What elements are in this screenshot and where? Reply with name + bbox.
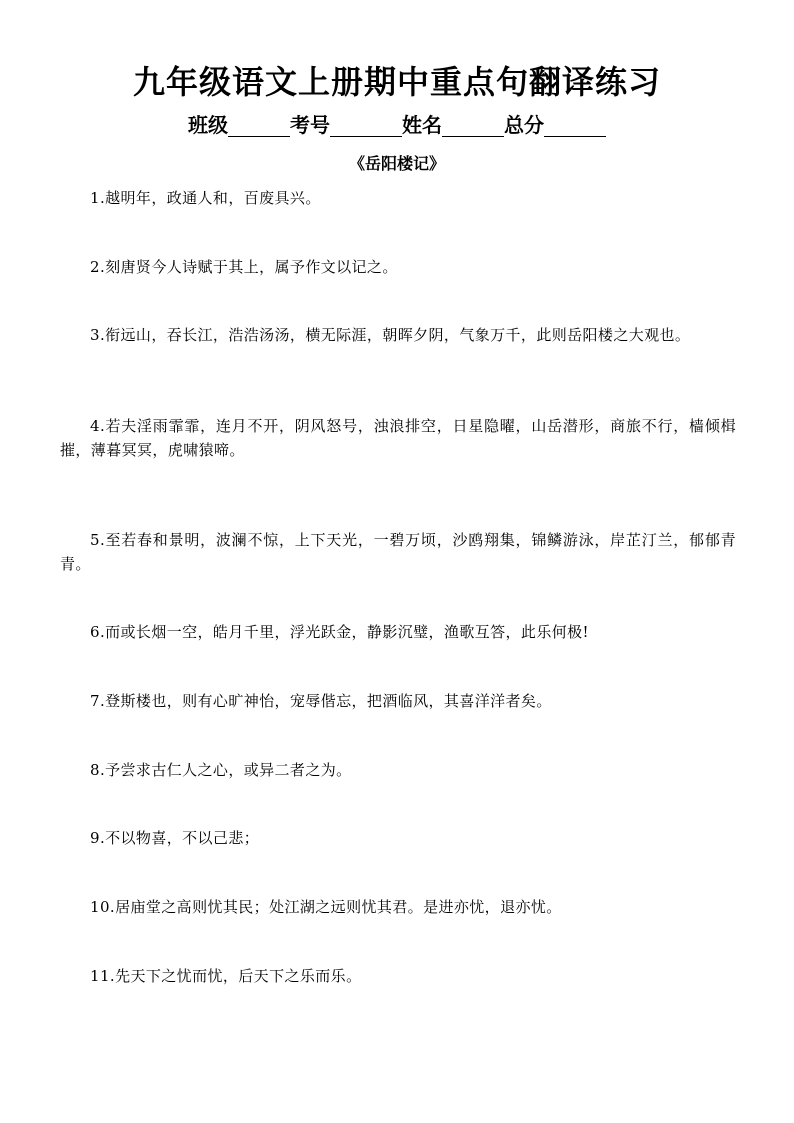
- question-item: [60, 528, 736, 576]
- question-item: [60, 758, 736, 782]
- score-blank[interactable]: [544, 114, 606, 137]
- question-item: [60, 826, 736, 850]
- class-label: 班级: [188, 113, 228, 137]
- question-number: 7.: [90, 692, 106, 710]
- question-number: 2.: [90, 258, 106, 276]
- score-label: 总分: [504, 113, 544, 137]
- question-item: [60, 186, 736, 210]
- name-label: 姓名: [402, 113, 442, 137]
- question-item: [60, 964, 736, 988]
- question-number: 9.: [90, 829, 106, 847]
- question-item: [60, 620, 736, 644]
- question-text: 予尝求古仁人之心，或异二者之为。: [105, 761, 352, 779]
- score-field: [504, 110, 606, 140]
- question-text: 刻唐贤今人诗赋于其上，属予作文以记之。: [105, 258, 398, 276]
- page-title: 九年级语文上册期中重点句翻译练习: [132, 63, 661, 101]
- question-number: 5.: [90, 531, 106, 549]
- question-text: 不以物喜，不以己悲；: [105, 829, 260, 847]
- question-text: 居庙堂之高则忧其民；处江湖之远则忧其君。是进亦忧，退亦忧。: [115, 898, 562, 916]
- question-number: 11.: [90, 967, 116, 985]
- question-item: [60, 414, 736, 462]
- student-info-line: [0, 110, 794, 140]
- question-item: [60, 323, 736, 347]
- name-field: [402, 110, 504, 140]
- question-item: [60, 689, 736, 713]
- section-title: 《岳阳楼记》: [348, 154, 445, 173]
- question-text: 越明年，政通人和，百废具兴。: [105, 189, 321, 207]
- question-number: 4.: [90, 417, 106, 435]
- class-field: [188, 110, 290, 140]
- question-text: 若夫淫雨霏霏，连月不开，阴风怒号，浊浪排空，日星隐曜，山岳潜形，商旅不行，樯倾楫摧，薄暮冥冥，虎啸猿啼。: [60, 417, 736, 459]
- exam-no-field: [290, 110, 402, 140]
- question-text: 衔远山，吞长江，浩浩汤汤，横无际涯，朝晖夕阴，气象万千，此则岳阳楼之大观也。: [105, 326, 691, 344]
- question-number: 8.: [90, 761, 106, 779]
- name-blank[interactable]: [442, 114, 504, 137]
- question-text: 先天下之忧而忧，后天下之乐而乐。: [115, 967, 362, 985]
- question-text: 而或长烟一空，皓月千里，浮光跃金，静影沉璧，渔歌互答，此乐何极!: [105, 623, 589, 641]
- exam-no-blank[interactable]: [330, 114, 402, 137]
- question-text: 至若春和景明，波澜不惊，上下天光，一碧万顷，沙鸥翔集，锦鳞游泳，岸芷汀兰，郁郁青青。: [60, 531, 736, 573]
- question-number: 10.: [90, 898, 116, 916]
- class-blank[interactable]: [228, 114, 290, 137]
- question-text: 登斯楼也，则有心旷神怡，宠辱偕忘，把酒临风，其喜洋洋者矣。: [105, 692, 552, 710]
- question-item: [60, 255, 736, 279]
- question-number: 6.: [90, 623, 106, 641]
- question-number: 3.: [90, 326, 106, 344]
- exam-no-label: 考号: [290, 113, 330, 137]
- question-item: [60, 895, 736, 919]
- question-number: 1.: [90, 189, 106, 207]
